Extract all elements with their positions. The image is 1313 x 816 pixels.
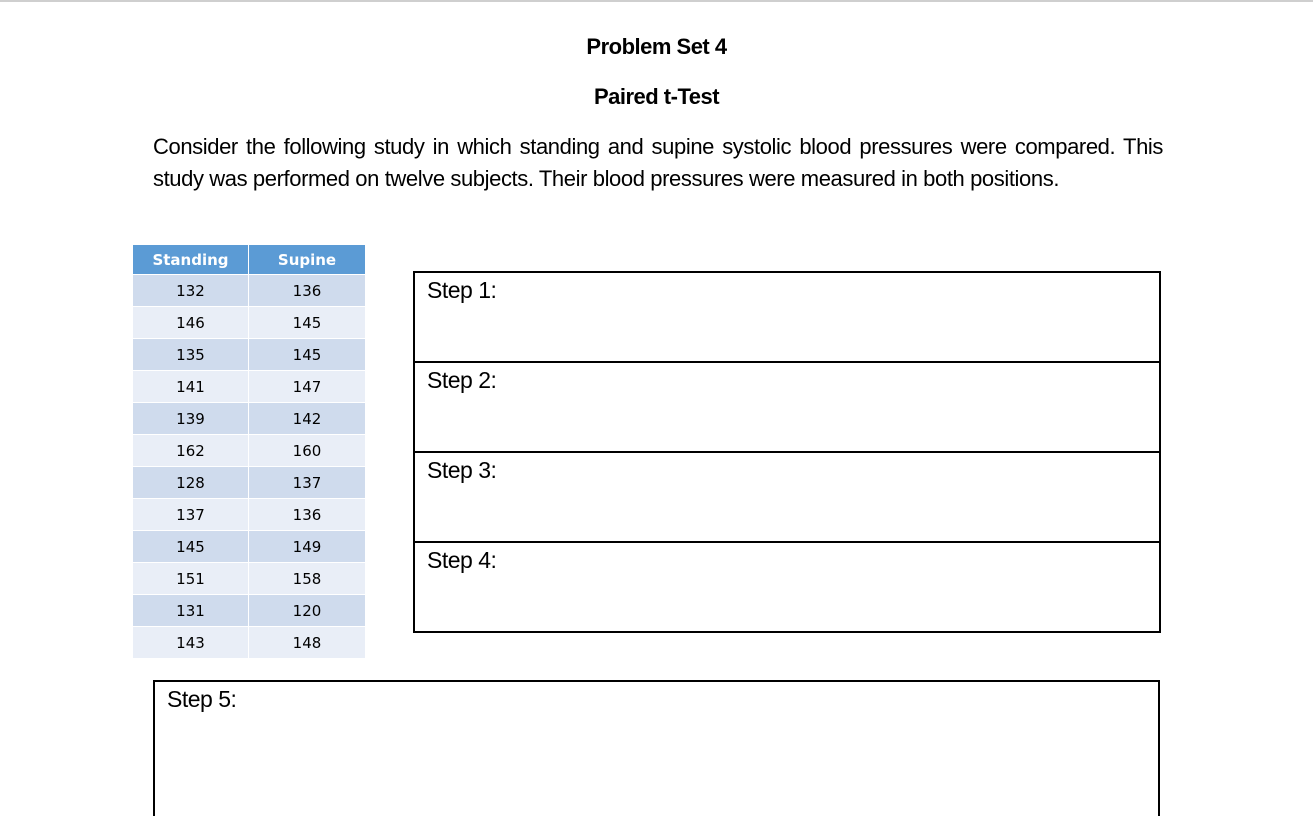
step-2-label: Step 2: bbox=[427, 367, 497, 393]
step-2-box[interactable] bbox=[415, 363, 1159, 453]
supine-cell: 158 bbox=[249, 562, 365, 594]
table-row bbox=[133, 338, 365, 370]
step-1-box[interactable] bbox=[415, 273, 1159, 363]
standing-cell: 135 bbox=[133, 338, 249, 370]
table-row bbox=[133, 274, 365, 306]
standing-cell: 145 bbox=[133, 530, 249, 562]
table-row bbox=[133, 530, 365, 562]
step-3-label: Step 3: bbox=[427, 457, 497, 483]
supine-cell: 160 bbox=[249, 434, 365, 466]
table-row bbox=[133, 434, 365, 466]
step-3-box[interactable] bbox=[415, 453, 1159, 543]
supine-cell: 136 bbox=[249, 498, 365, 530]
standing-cell: 141 bbox=[133, 370, 249, 402]
standing-cell: 128 bbox=[133, 466, 249, 498]
step-5-label: Step 5: bbox=[167, 686, 237, 712]
supine-cell: 142 bbox=[249, 402, 365, 434]
supine-cell: 137 bbox=[249, 466, 365, 498]
supine-cell: 149 bbox=[249, 530, 365, 562]
standing-cell: 132 bbox=[133, 274, 249, 306]
standing-cell: 143 bbox=[133, 626, 249, 658]
supine-cell: 120 bbox=[249, 594, 365, 626]
standing-cell: 162 bbox=[133, 434, 249, 466]
standing-cell: 137 bbox=[133, 498, 249, 530]
standing-cell: 151 bbox=[133, 562, 249, 594]
intro-paragraph: Consider the following study in which standing and supine systolic blood pressures were compared. This study was performed on twelve subjects. Their blood pressures were measured in both positions. bbox=[153, 134, 1163, 191]
step-4-label: Step 4: bbox=[427, 547, 497, 573]
standing-cell: 131 bbox=[133, 594, 249, 626]
table-row bbox=[133, 466, 365, 498]
step-4-box[interactable] bbox=[415, 543, 1159, 631]
header-supine: Supine bbox=[249, 245, 365, 274]
supine-cell: 147 bbox=[249, 370, 365, 402]
page-top-border bbox=[0, 0, 1313, 2]
table-row bbox=[133, 402, 365, 434]
table-row bbox=[133, 370, 365, 402]
page-title: Problem Set 4 bbox=[586, 34, 727, 59]
header-standing: Standing bbox=[133, 245, 249, 274]
blood-pressure-table bbox=[133, 245, 365, 658]
table-header-row bbox=[133, 245, 365, 274]
table-row bbox=[133, 498, 365, 530]
supine-cell: 136 bbox=[249, 274, 365, 306]
standing-cell: 146 bbox=[133, 306, 249, 338]
step-1-label: Step 1: bbox=[427, 277, 497, 303]
page-subtitle: Paired t-Test bbox=[593, 84, 720, 109]
supine-cell: 145 bbox=[249, 338, 365, 370]
table-row bbox=[133, 306, 365, 338]
table-row bbox=[133, 562, 365, 594]
table-row bbox=[133, 594, 365, 626]
supine-cell: 145 bbox=[249, 306, 365, 338]
supine-cell: 148 bbox=[249, 626, 365, 658]
table-row bbox=[133, 626, 365, 658]
step-5-box[interactable] bbox=[153, 680, 1160, 816]
standing-cell: 139 bbox=[133, 402, 249, 434]
steps-box bbox=[413, 271, 1161, 633]
